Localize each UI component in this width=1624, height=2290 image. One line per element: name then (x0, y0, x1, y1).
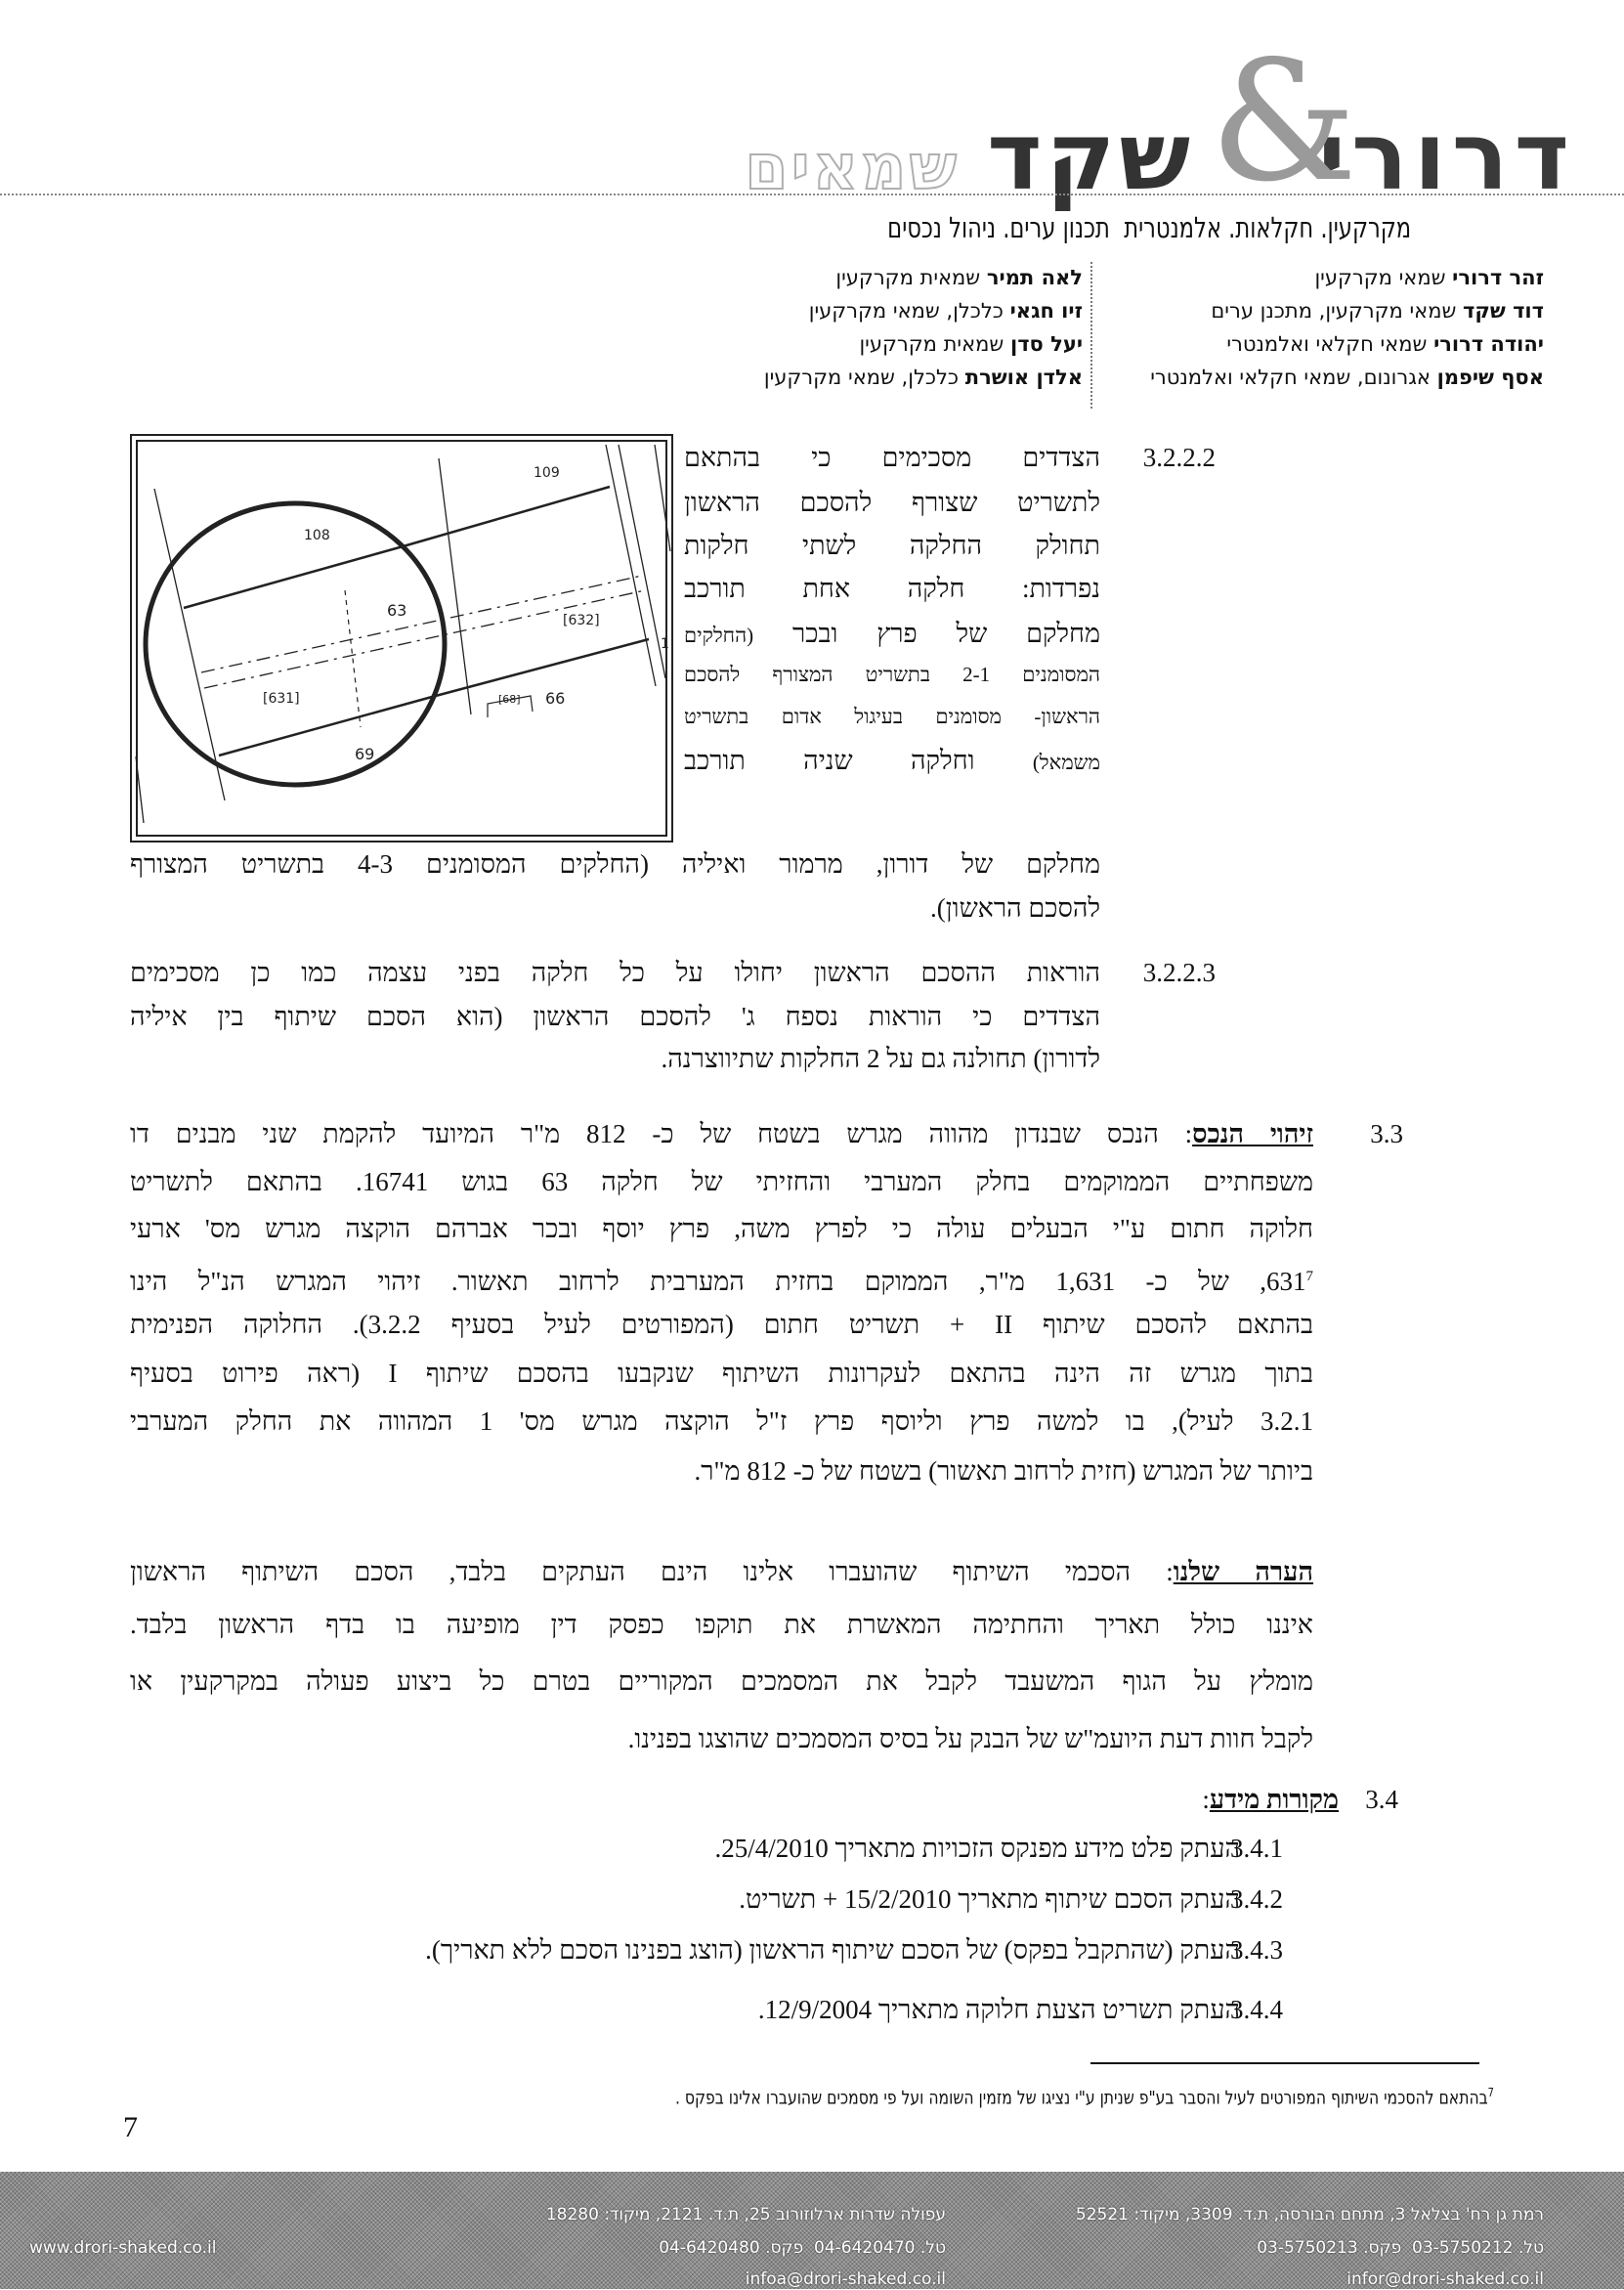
text-line: הערה שלנו: הסכמי השיתוף שהועברו אלינו הינם העתקים בלבד, הסכם השיתוף הראשון (130, 1557, 1313, 1586)
item-number: 3.4.1 (1230, 1834, 1283, 1863)
staff-member: יעל סדן שמאית מקרקעין (859, 332, 1083, 356)
source-item: העתק הסכם שיתוף מתאריך 15/2/2010 + תשריט. (739, 1884, 1240, 1914)
footnote: $^7$בהתאם להסכמי השיתוף המפורטים לעיל והסבר בע"פ שניתן ע"י נציגו של מזמין השומה ועל פי מסמכים שהועברו אלינו בפקס . (675, 2086, 1494, 2109)
afula-address: עפולה שדרות ארלוזורוב 25, ת.ד. 2121, מיקוד: 18280 (545, 2205, 946, 2225)
section-heading-line: מקורות מידע: (1202, 1785, 1339, 1814)
staff-list-left (764, 261, 1083, 394)
staff-member: יהודה דרורי שמאי חקלאי ואלמנטרי (1226, 332, 1544, 356)
text-line: תחולק החלקה לשתי חלקות (684, 531, 1100, 560)
ramat-gan-email[interactable]: infor@drori-shaked.co.il (1346, 2269, 1544, 2289)
map-label: 109 (534, 465, 560, 481)
text-line: המסומנים 2-1 בתשריט המצורף להסכם (684, 663, 1100, 686)
note-heading: הערה שלנו (1173, 1557, 1313, 1586)
section-heading: זיהוי הנכס (1192, 1119, 1313, 1148)
ramat-gan-address: רמת גן רח' בצלאל 3, מתחם הבורסה, ת.ד. 3309, מיקוד: 52521 (1075, 2205, 1544, 2225)
staff-divider (1090, 262, 1092, 409)
staff-member: זיו חגאי כלכלן, שמאי מקרקעין (808, 299, 1083, 323)
item-number: 3.4.4 (1230, 1995, 1283, 2024)
map-label: 1 (661, 636, 669, 652)
afula-phone: טל. 04-6420470 פקס. 04-6420480 (659, 2238, 946, 2258)
text-line: להסכם הראשון). (930, 893, 1100, 923)
item-number: 3.4.2 (1230, 1884, 1283, 1914)
text-line: הראשון- מסומנים בעיגול אדום בתשריט (684, 705, 1100, 728)
text-line: נפרדות: חלקה אחת תורכב (684, 574, 1100, 603)
ramat-gan-phone: טל. 03-5750212 פקס. 03-5750213 (1257, 2238, 1544, 2258)
afula-email[interactable]: infoa@drori-shaked.co.il (745, 2269, 946, 2289)
logo-word-drori: דרורי (1317, 102, 1575, 211)
parcel-map-figure (130, 434, 673, 843)
text-line: מחלקם של דורון, מרמור ואיליה (החלקים המסומנים 4-3 בתשריט המצורף (130, 849, 1100, 879)
text-line: בהתאם להסכם שיתוף II + תשריט חתום (המפורטים לעיל בסעיף 3.2.2). החלוקה הפנימית (130, 1310, 1313, 1339)
section-number: 3.2.2.2 (1142, 443, 1216, 472)
source-item: העתק תשריט הצעת חלוקה מתאריך 12/9/2004. (757, 1995, 1240, 2024)
text-line: הוראות ההסכם הראשון יחולו על כל חלקה בפני עצמה כמו כן מסכימים (130, 958, 1100, 987)
section-number: 3.3 (1370, 1119, 1403, 1148)
source-item: העתק פלט מידע מפנקס הזכויות מתאריך 25/4/2010. (714, 1834, 1240, 1863)
tagline: מקרקעין. חקלאות. אלמנטרית תכנון ערים. ניהול נכסים (887, 211, 1411, 244)
text-line: בתוך מגרש זה הינה בהתאם לעקרונות השיתוף שנקבעו בהסכם שיתוף I (ראה פירוט בסעיף (130, 1359, 1313, 1388)
map-label: [68] (498, 693, 521, 706)
logo-ampersand: & (1210, 25, 1358, 219)
map-label: 66 (545, 689, 566, 708)
map-frame-outer (131, 435, 672, 842)
text-line: מומלץ על הגוף המשעבד לקבל את המסמכים המקוריים בטרם כל ביצוע פעולה במקרקעין או (130, 1666, 1313, 1696)
footnote-mark: 7 (1487, 2086, 1494, 2099)
text-line: זיהוי הנכס: הנכס שבנדון מהווה מגרש בשטח של כ- 812 מ"ר המיועד להקמת שני מבנים דו (130, 1119, 1313, 1148)
source-item: העתק (שהתקבל בפקס) של הסכם שיתוף הראשון (הוצג בפנינו הסכם ללא תאריך). (425, 1935, 1240, 1965)
section-heading: מקורות מידע (1209, 1785, 1339, 1814)
map-label: [632] (563, 613, 600, 628)
section-number: 3.4 (1365, 1785, 1398, 1814)
text-line: ביותר של המגרש (חזית לרחוב תאשור) בשטח של כ- 812 מ"ר. (694, 1456, 1313, 1486)
footnote-separator (1090, 2062, 1479, 2064)
staff-member: אסף שיפמן אגרונום, שמאי חקלאי ואלמנטרי (1150, 366, 1544, 389)
staff-member: זהר דרורי שמאי מקרקעין (1314, 266, 1544, 289)
footer-band (0, 2172, 1624, 2289)
page-number: 7 (123, 2111, 138, 2143)
section-number: 3.2.2.3 (1142, 958, 1216, 987)
text-line: 3.2.1 לעיל), בו למשה פרץ וליוסף פרץ ז"ל הוקצה מגרש מס' 1 המהווה את החלק המערבי (130, 1406, 1313, 1436)
staff-member: דוד שקד שמאי מקרקעין, מתכנן ערים (1211, 299, 1544, 323)
map-label: [631] (263, 691, 300, 707)
staff-member: אלדן אושרת כלכלן, שמאי מקרקעין (763, 366, 1083, 389)
footnote-ref: 7 (1305, 1269, 1313, 1284)
text-line: לקבל חוות דעת היועמ"ש של הבנק על בסיס המסמכים שהוצגו בפנינו. (627, 1724, 1313, 1753)
map-label: 69 (355, 745, 375, 763)
text-line: לתשריט שצורף להסכם הראשון (684, 488, 1100, 517)
map-label: 108 (304, 528, 330, 543)
staff-list-right (1150, 261, 1544, 394)
text-line: חלוקה חתום ע"י הבעלים עולה כי לפרץ משה, פרץ יוסף ובכר אברהם הוקצה מגרש מס' ארעי (130, 1214, 1313, 1243)
text-line: מחלקם של פרץ ובכר (החלקים (684, 619, 1100, 648)
item-number: 3.4.3 (1230, 1935, 1283, 1965)
staff-member: לאה תמיר שמאית מקרקעין (835, 266, 1083, 289)
logo-dotted-divider (0, 194, 1624, 195)
text-line: הצדדים כי הוראות נספח ג' להסכם הראשון (הוא הסכם שיתוף בין איליה (130, 1002, 1100, 1031)
logo-word-shamaim: שמאים (745, 132, 960, 204)
text-line: משמאל) וחלקה שניה תורכב (684, 746, 1100, 775)
text-line: הצדדים מסכימים כי בהתאם (684, 443, 1100, 472)
map-label: 63 (387, 601, 407, 620)
text-line: איננו כולל תאריך והחתימה המאשרת את תוקפו כפסק דין מופיעה בו בדף הראשון בלבד. (130, 1610, 1313, 1639)
text-line: לדורון) תחולנה גם על 2 החלקות שתיווצרנה. (661, 1044, 1100, 1073)
text-line: משפחתיים הממוקמים בחלק המערבי והחזיתי של חלקה 63 בגוש 16741. בהתאם לתשריט (130, 1167, 1313, 1196)
text-line: $631^7$, של כ- 1,631 מ"ר, הממוקם בחזית המערבית לרחוב תאשור. זיהוי המגרש הנ"ל הינו (130, 1267, 1313, 1296)
website-link[interactable]: www.drori-shaked.co.il (29, 2238, 217, 2258)
logo-word-shaked: שקד (987, 102, 1194, 211)
